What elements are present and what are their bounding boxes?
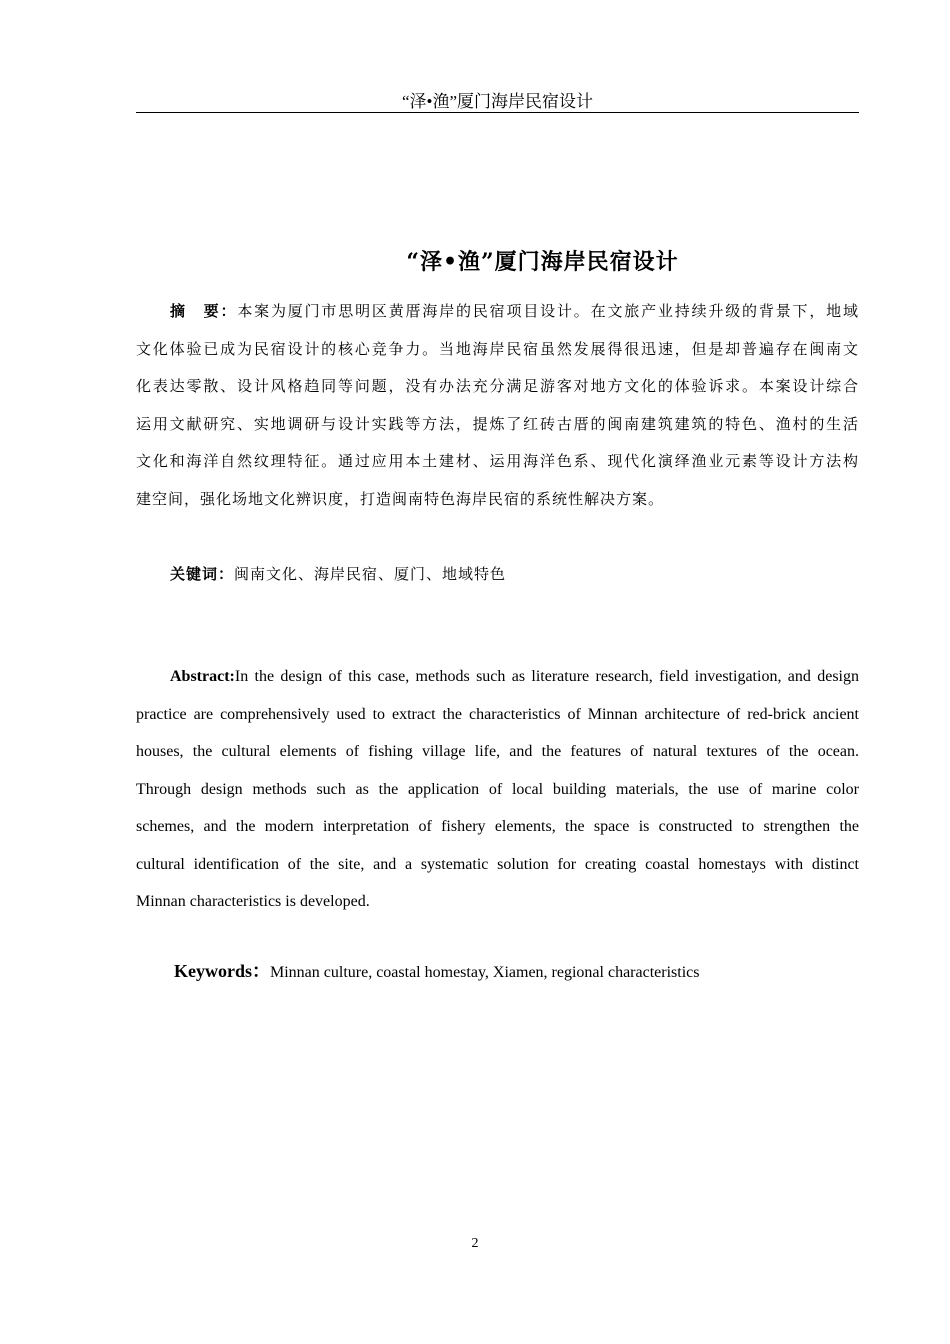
- abstract-zh: [136, 293, 859, 518]
- abstract-en-line: practice are comprehensively used to extract the characteristics of Minnan architecture of red-brick ancient: [136, 705, 859, 723]
- abstract-en-line: schemes, and the modern interpretation of fishery elements, the space is constructed to strengthen the: [136, 818, 859, 835]
- keywords-en: [174, 958, 699, 986]
- abstract-zh-line: 化表达零散、设计风格趋同等问题，没有办法充分满足游客对地方文化的体验诉求。本案设计综合: [136, 377, 859, 395]
- abstract-zh-label: 摘 要：: [170, 302, 238, 320]
- abstract-zh-line: 运用文献研究、实地调研与设计实践等方法，提炼了红砖古厝的闽南建筑建筑的特色、渔村的生活: [136, 414, 859, 433]
- header-divider: [136, 112, 859, 113]
- abstract-en-line: cultural identification of the site, and a systematic solution for creating coastal homestays with distinct: [136, 855, 859, 873]
- keywords-zh-label: 关键词：: [170, 565, 235, 583]
- abstract-zh-line: 建空间，强化场地文化辨识度，打造闽南特色海岸民宿的系统性解决方案。: [136, 489, 665, 508]
- abstract-en-label: Abstract:: [170, 668, 235, 685]
- keywords-zh: [136, 556, 859, 594]
- abstract-en-line: In the design of this case, methods such as literature research, field investigation, and design: [234, 668, 859, 685]
- abstract-zh-line: 文化和海洋自然纹理特征。通过应用本土建材、运用海洋色系、现代化演绎渔业元素等设计方法构: [136, 452, 859, 470]
- keywords-en-label: Keywords：: [174, 961, 270, 981]
- keywords-en-text: Minnan culture, coastal homestay, Xiamen, regional characteristics: [270, 964, 700, 981]
- keywords-zh-text: 闽南文化、海岸民宿、厦门、地域特色: [234, 565, 507, 583]
- abstract-en-line: houses, the cultural elements of fishing village life, and the features of natural textures of the ocean.: [136, 743, 859, 760]
- page-number: 2: [471, 1236, 479, 1251]
- document-title: “泽•渔”厦门海岸民宿设计: [406, 249, 679, 275]
- abstract-zh-line: 文化体验已成为民宿设计的核心竞争力。当地海岸民宿虽然发展得很迅速，但是却普遍存在闽南文: [136, 339, 859, 358]
- abstract-en-line: Minnan characteristics is developed.: [136, 893, 370, 910]
- abstract-en-line: Through design methods such as the application of local building materials, the use of marine color: [136, 780, 859, 798]
- abstract-zh-line: 本案为厦门市思明区黄厝海岸的民宿项目设计。在文旅产业持续升级的背景下，地域: [237, 302, 859, 320]
- running-header: “泽•渔”厦门海岸民宿设计: [401, 92, 594, 111]
- abstract-en: [136, 658, 859, 921]
